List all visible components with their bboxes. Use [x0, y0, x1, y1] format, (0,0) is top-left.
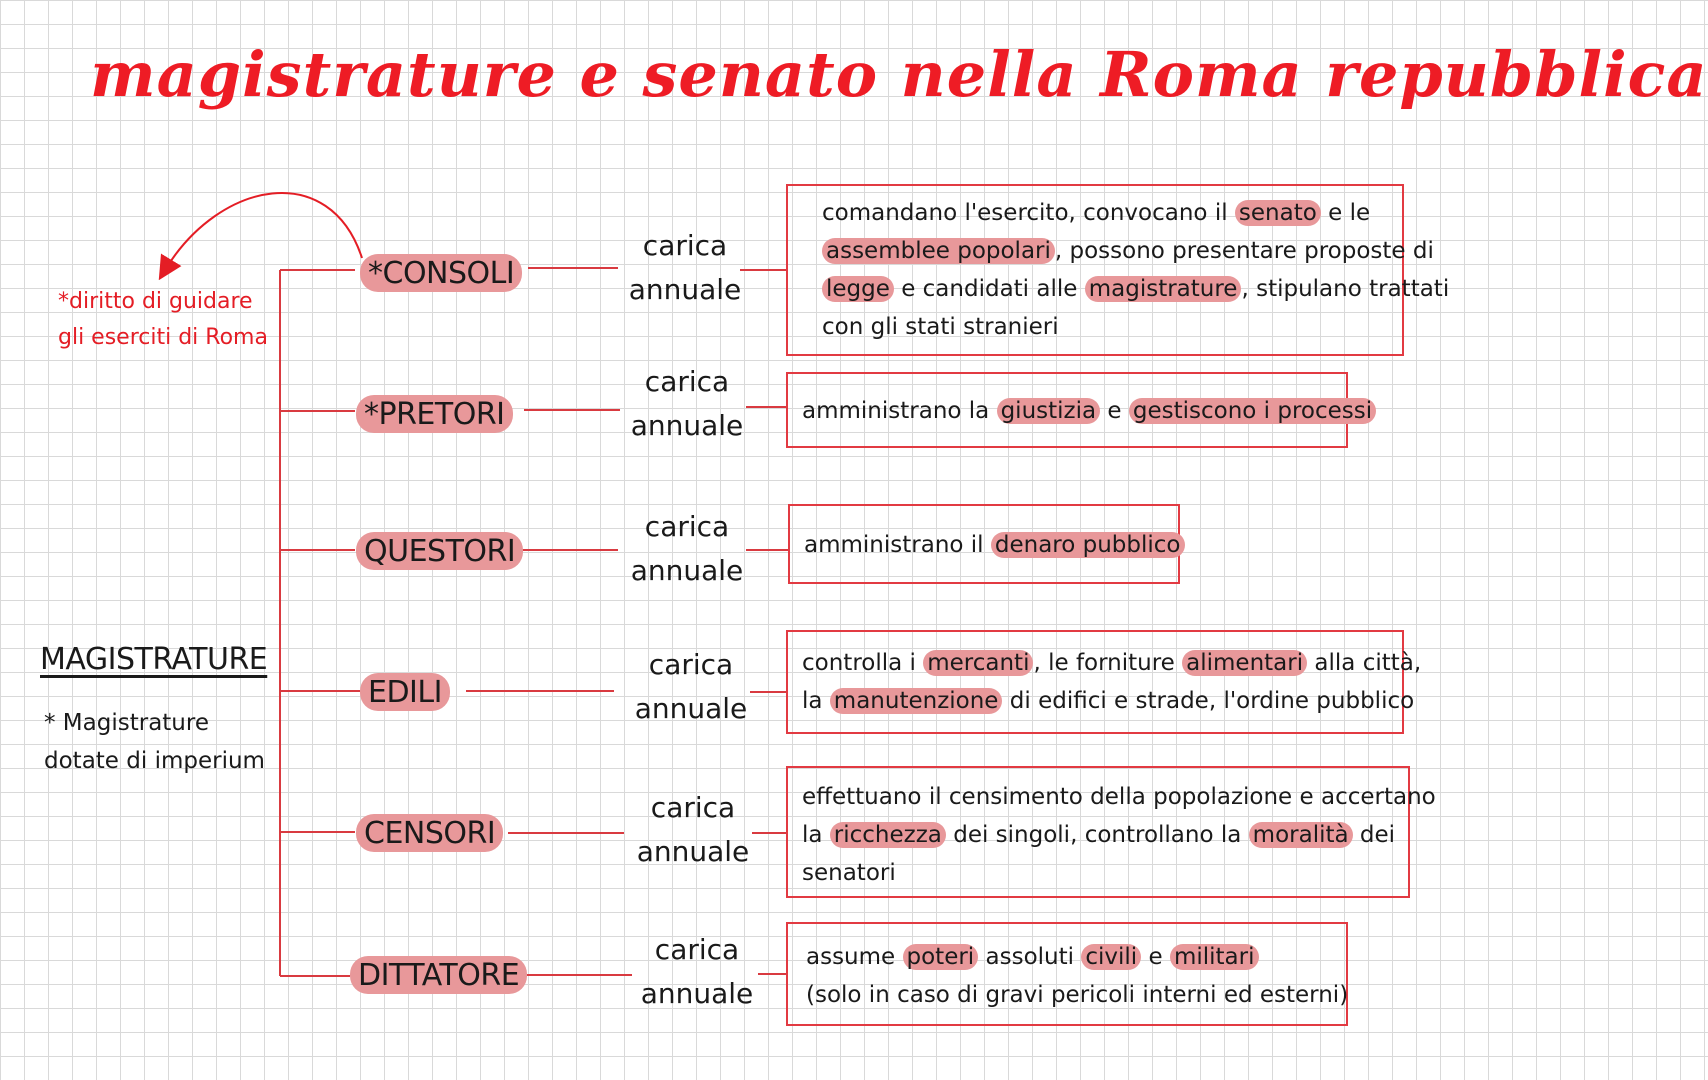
description-text: comandano l'esercito, convocano il: [822, 200, 1235, 226]
description-text: e: [1141, 944, 1170, 970]
magistratura-dittatore: DITTATORE: [350, 956, 527, 994]
magistratura-censori: CENSORI: [356, 814, 503, 852]
highlighted-term: manutenzione: [830, 688, 1003, 714]
description-text: controlla i: [802, 650, 924, 676]
description-text: , stipulano trattati: [1241, 276, 1450, 302]
highlighted-term: magistrature: [1085, 276, 1242, 302]
term-label: carica annuale: [640, 933, 754, 1010]
highlighted-term: poteri: [903, 944, 979, 970]
description-text: amministrano la: [802, 398, 997, 424]
magistratura-consoli: *CONSOLI: [360, 254, 522, 292]
curved-arrow: [165, 193, 362, 270]
root-label: MAGISTRATURE: [40, 642, 268, 677]
description-text: di edifici e strade, l'ordine pubblico: [1002, 688, 1415, 714]
term-label: carica annuale: [634, 648, 748, 725]
highlighted-term: moralità: [1249, 822, 1353, 848]
page-title: magistrature e senato nella Roma repubblica: [90, 38, 1708, 111]
term-label: carica annuale: [628, 229, 742, 306]
highlighted-term: mercanti: [923, 650, 1033, 676]
description-text: la: [802, 822, 830, 848]
description-text: (solo in caso di gravi pericoli interni ed esterni): [806, 982, 1349, 1008]
description-text: e le: [1320, 200, 1371, 226]
description-box-edili: [786, 630, 1422, 734]
description-text: , possono presentare proposte di: [1054, 238, 1434, 264]
description-box-questori: [788, 504, 1180, 584]
description-text: la: [802, 688, 830, 714]
highlighted-term: legge: [822, 276, 894, 302]
description-text: e: [1100, 398, 1129, 424]
highlighted-term: militari: [1170, 944, 1259, 970]
description-text: senatori: [802, 860, 896, 886]
term-label: carica annuale: [630, 510, 744, 587]
highlighted-term: ricchezza: [830, 822, 946, 848]
consoli-note: *diritto di guidare gli eserciti di Roma: [58, 289, 268, 350]
description-text: amministrano il: [804, 532, 991, 558]
description-text: alla città,: [1307, 650, 1422, 676]
description-text: dei singoli, controllano la: [945, 822, 1249, 848]
description-text: dei: [1352, 822, 1396, 848]
magistratura-questori: QUESTORI: [356, 532, 523, 570]
description-text: e candidati alle: [893, 276, 1085, 302]
highlighted-term: denaro pubblico: [991, 532, 1185, 558]
description-text: assume: [806, 944, 903, 970]
highlighted-term: alimentari: [1182, 650, 1307, 676]
magistratura-pretori: *PRETORI: [356, 395, 513, 433]
description-text: assoluti: [978, 944, 1082, 970]
description-box-pretori: [786, 372, 1373, 448]
highlighted-term: gestiscono i processi: [1129, 398, 1376, 424]
description-box-consoli: [786, 184, 1450, 356]
highlighted-term: assemblee popolari: [822, 238, 1055, 264]
highlighted-term: giustizia: [997, 398, 1101, 424]
highlighted-term: senato: [1235, 200, 1321, 226]
description-text: con gli stati stranieri: [822, 314, 1059, 340]
description-text: effettuano il censimento della popolazione e accertano: [802, 784, 1436, 810]
magistratura-edili: EDILI: [360, 673, 450, 711]
term-label: carica annuale: [630, 365, 744, 442]
root-note: * Magistrature dotate di imperium: [44, 710, 265, 774]
description-box-censori: [786, 766, 1436, 898]
description-text: , le forniture: [1033, 650, 1183, 676]
description-box-dittatore: [786, 922, 1348, 1026]
highlighted-term: civili: [1081, 944, 1141, 970]
term-label: carica annuale: [636, 791, 750, 868]
